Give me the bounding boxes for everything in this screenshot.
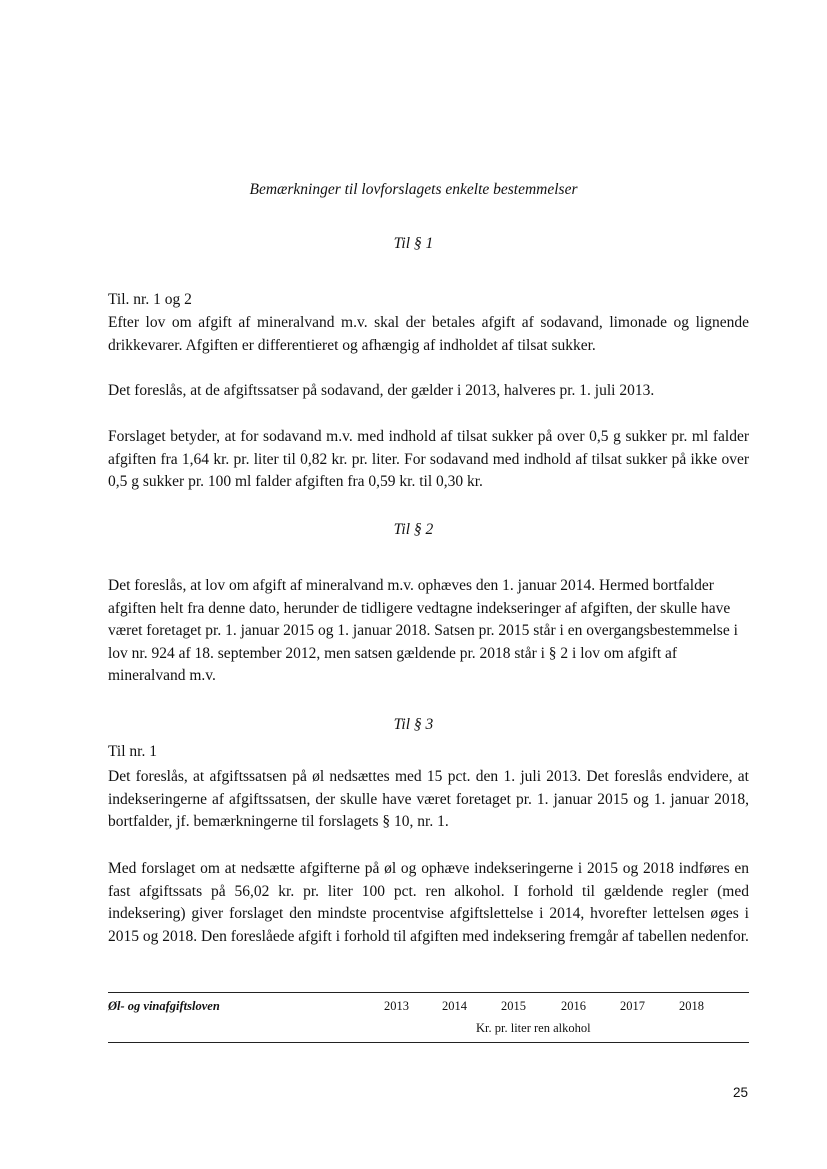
table-bottom-rule xyxy=(108,1042,749,1043)
paragraph-sodavand-rates: Forslaget betyder, at for sodavand m.v. med indhold af tilsat sukker på over 0,5 g sukker pr. ml falder afgiften fra 1,64 kr. pr. liter til 0,82 kr. pr. liter. For sodavand med indhold af tilsat sukker på ikke over 0,5 g sukker pr. 100 ml falder afgiften fra 0,59 kr. til 0,30 kr. xyxy=(108,428,749,490)
table-year-2014: 2014 xyxy=(442,999,467,1013)
subheading-nr-1-2: Til. nr. 1 og 2 xyxy=(108,291,192,308)
table-unit-label: Kr. pr. liter ren alkohol xyxy=(476,1021,591,1035)
paragraph-mineralvand-intro: Efter lov om afgift af mineralvand m.v. skal der betales afgift af sodavand, limonade og lignende drikkevarer. Afgiften er differentieret og afhængig af indholdet af tilsat sukker. xyxy=(108,314,749,354)
table-label: Øl- og vinafgiftsloven xyxy=(108,999,220,1013)
table-top-rule xyxy=(108,992,749,993)
heading-paragraph-3: Til § 3 xyxy=(393,716,434,733)
heading-paragraph-2: Til § 2 xyxy=(393,521,434,538)
paragraph-beer-tax-reduction: Det foreslås, at afgiftssatsen på øl nedsættes med 15 pct. den 1. juli 2013. Det foreslås endvidere, at indekseringerne af afgiftssatsen, der skulle have været foretaget pr. 1. januar 2015 og 1. januar 2018, bortfalder, jf. bemærkningerne til forslagets § 10, nr. 1. xyxy=(108,768,749,830)
subheading-nr-1: Til nr. 1 xyxy=(108,743,157,760)
paragraph-sodavand-halving: Det foreslås, at de afgiftssatser på sodavand, der gælder i 2013, halveres pr. 1. juli 2013. xyxy=(108,382,655,399)
paragraph-mineralvand-repeal: Det foreslås, at lov om afgift af mineralvand m.v. ophæves den 1. januar 2014. Hermed bortfalder afgiften helt fra denne dato, herunder de tidligere vedtagne indekseringer af afgiften, der skulle have været foretaget pr. 1. januar 2015 og 1. januar 2018. Satsen pr. 2015 står i en overgangsbestemmelse i lov nr. 924 af 18. september 2012, men satsen gældende pr. 2018 står i § 2 i lov om afgift af mineralvand m.v. xyxy=(108,577,738,684)
table-year-2018: 2018 xyxy=(679,999,704,1013)
paragraph-beer-fixed-rate: Med forslaget om at nedsætte afgifterne på øl og ophæve indekseringerne i 2015 og 2018 indføres en fast afgiftssats på 56,02 kr. pr. liter 100 pct. ren alkohol. I forhold til gældende regler (med indeksering) giver forslaget den mindste procentvise afgiftslettelse i 2014, hvorefter lettelsen øges i 2015 og 2018. Den foreslåede afgift i forhold til afgiften med indeksering fremgår af tabellen nedenfor. xyxy=(108,860,749,945)
section-title: Bemærkninger til lovforslagets enkelte bestemmelser xyxy=(249,181,578,198)
table-year-2013: 2013 xyxy=(384,999,409,1013)
table-year-2015: 2015 xyxy=(501,999,526,1013)
table-year-2016: 2016 xyxy=(561,999,586,1013)
heading-paragraph-1: Til § 1 xyxy=(393,235,434,252)
table-year-2017: 2017 xyxy=(620,999,645,1013)
page-number: 25 xyxy=(732,1085,748,1100)
